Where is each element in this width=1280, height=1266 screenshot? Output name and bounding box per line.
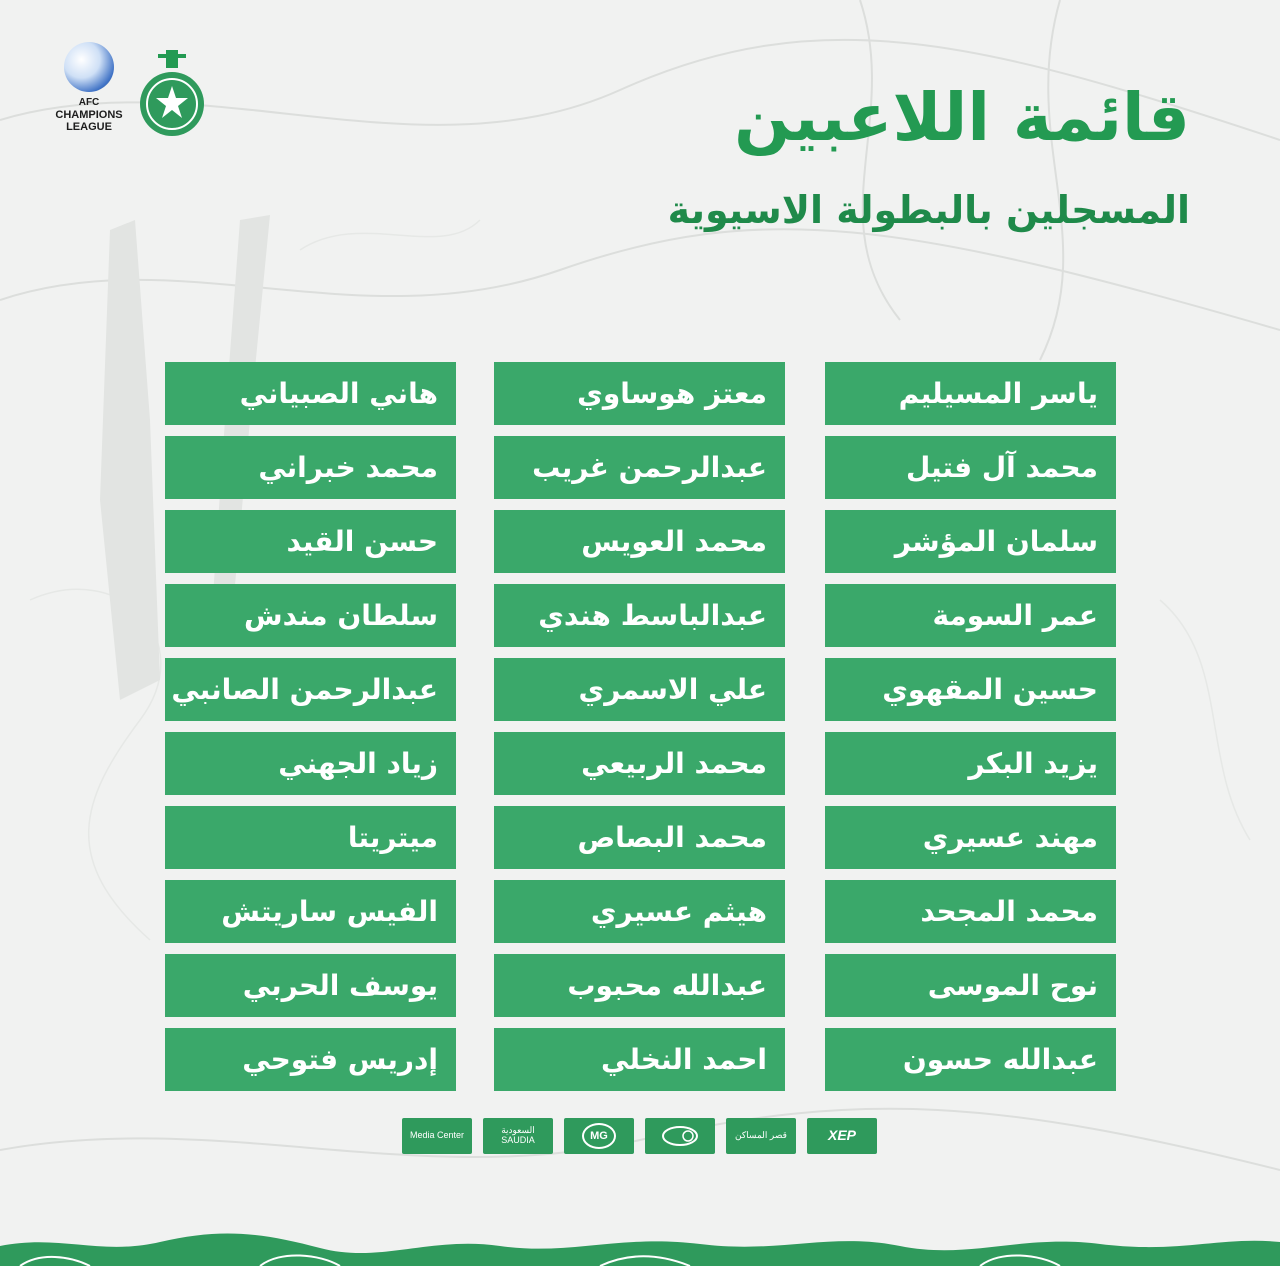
player-card: محمد آل فتيل: [825, 436, 1116, 499]
player-card: حسن القيد: [165, 510, 456, 573]
player-card: حسين المقهوي: [825, 658, 1116, 721]
player-card: عبدالله محبوب: [494, 954, 785, 1017]
masaken-palace-logo: [726, 1118, 796, 1154]
media-center-logo: [402, 1118, 472, 1154]
player-card: معتز هوساوي: [494, 362, 785, 425]
afc-logo-line2: CHAMPIONS: [55, 109, 123, 121]
player-card: هيثم عسيري: [494, 880, 785, 943]
player-card: محمد البصاص: [494, 806, 785, 869]
xep-label: XEP: [827, 1127, 856, 1144]
xep-logo: [807, 1118, 877, 1154]
player-card: إدريس فتوحي: [165, 1028, 456, 1091]
globe-sponsor-logo: [645, 1118, 715, 1154]
mg-logo: [564, 1118, 634, 1154]
player-card: نوح الموسى: [825, 954, 1116, 1017]
players-grid: [165, 362, 1117, 1090]
masaken-label: قصر المساكن: [735, 1130, 787, 1141]
player-card: محمد المجحد: [825, 880, 1116, 943]
club-crest-icon: [136, 46, 208, 138]
player-card: هاني الصبياني: [165, 362, 456, 425]
page-subtitle: المسجلين بالبطولة الاسيوية: [667, 188, 1190, 232]
media-center-label: Media Center: [409, 1130, 465, 1141]
sponsor-bar: [402, 1118, 882, 1154]
page-title: قائمة اللاعبين: [734, 79, 1190, 156]
player-card: ميتريتا: [165, 806, 456, 869]
player-card: علي الاسمري: [494, 658, 785, 721]
player-card: الفيس ساريتش: [165, 880, 456, 943]
player-card: ياسر المسيليم: [825, 362, 1116, 425]
afc-ball-icon: [64, 42, 114, 92]
player-card: مهند عسيري: [825, 806, 1116, 869]
bottom-decoration: [0, 1232, 1280, 1266]
player-card: احمد النخلي: [494, 1028, 785, 1091]
saudia-label-ar: السعودية: [501, 1125, 535, 1136]
player-card: يزيد البكر: [825, 732, 1116, 795]
player-card: سلمان المؤشر: [825, 510, 1116, 573]
afc-logo-line1: AFC: [78, 97, 100, 108]
player-card: زياد الجهني: [165, 732, 456, 795]
mg-badge: MG: [582, 1123, 616, 1149]
player-card: محمد الربيعي: [494, 732, 785, 795]
player-card: محمد العويس: [494, 510, 785, 573]
player-card: سلطان مندش: [165, 584, 456, 647]
player-card: عبدالباسط هندي: [494, 584, 785, 647]
player-card: عبدالرحمن غريب: [494, 436, 785, 499]
saudia-logo: [483, 1118, 553, 1154]
player-card: عبدالرحمن الصانبي: [165, 658, 456, 721]
player-card: محمد خبراني: [165, 436, 456, 499]
globe-icon: [660, 1123, 700, 1149]
saudia-label-en: SAUDIA: [501, 1135, 535, 1145]
afc-champions-league-logo: [46, 42, 132, 142]
player-card: عمر السومة: [825, 584, 1116, 647]
player-card: يوسف الحربي: [165, 954, 456, 1017]
afc-logo-line3: LEAGUE: [66, 121, 112, 133]
player-card: عبدالله حسون: [825, 1028, 1116, 1091]
